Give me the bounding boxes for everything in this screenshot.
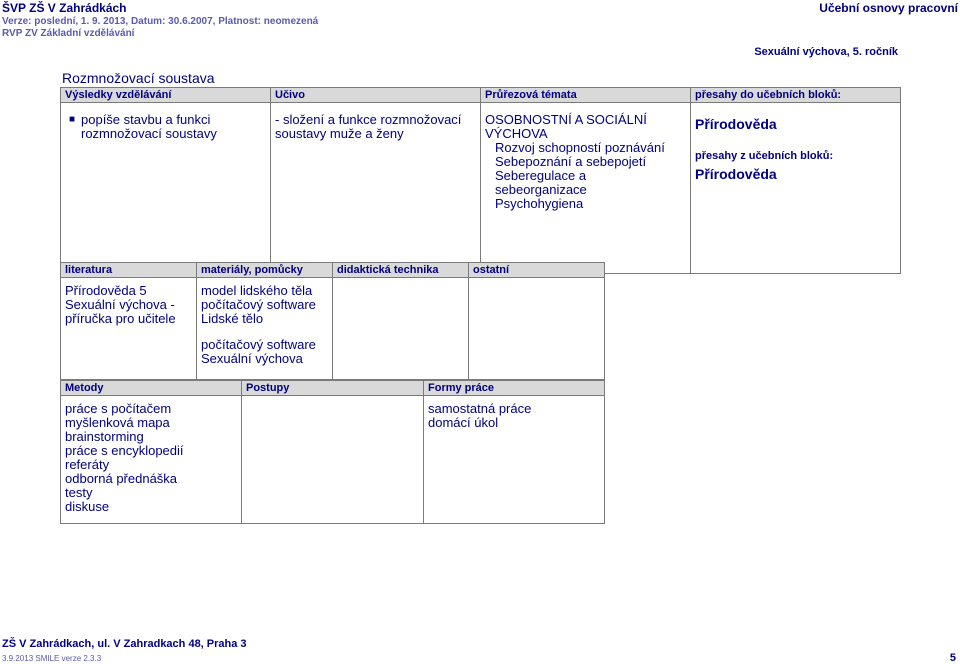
theme-item: Sebepoznání a sebepojetí <box>495 154 647 169</box>
theme-item: Psychohygiena <box>495 196 584 211</box>
materials-cell <box>197 278 333 380</box>
header-didactic: didaktická technika <box>333 263 469 278</box>
theme-main: OSOBNOSTNÍ A SOCIÁLNÍ VÝCHOVA <box>485 112 647 141</box>
link-from-subject: Přírodověda <box>695 166 777 182</box>
material-item: Sexuální výchova <box>201 351 303 366</box>
footer-version: 3.9.2013 SMILE verze 2.3.3 <box>2 654 102 663</box>
document-type: Učební osnovy pracovní <box>819 1 958 15</box>
school-name: ŠVP ZŠ V Zahrádkách <box>2 1 127 15</box>
theme-item: Rozvoj schopností poznávání <box>495 140 665 155</box>
header-outcomes: Výsledky vzdělávání <box>61 88 271 103</box>
outcomes-cell <box>61 103 271 274</box>
content-text: - složení a funkce rozmnožovací soustavy muže a ženy <box>275 112 462 141</box>
outcome-text: popíše stavbu a funkci rozmnožovací soustavy <box>81 112 217 141</box>
method-item: práce s počítačem <box>65 401 172 416</box>
literature-item: Přírodověda 5 <box>65 283 147 298</box>
header-methods: Metody <box>61 381 242 396</box>
material-item: Lidské tělo <box>201 311 264 326</box>
section-title: Sexuální výchova, 5. ročník <box>754 46 898 58</box>
method-item: odborná přednáška <box>65 471 178 486</box>
header-procedures: Postupy <box>242 381 424 396</box>
header-forms: Formy práce <box>424 381 605 396</box>
header-content: Učivo <box>271 88 481 103</box>
themes-cell <box>481 103 691 274</box>
literature-cell <box>61 278 197 380</box>
methods-cell <box>61 396 242 524</box>
material-item: počítačový software <box>201 297 316 312</box>
subject-title: Rozmnožovací soustava <box>62 70 215 86</box>
method-item: myšlenková mapa <box>65 415 170 430</box>
footer-address: ZŠ V Zahrádkach, ul. V Zahradkach 48, Praha 3 <box>2 638 247 650</box>
header-other: ostatní <box>469 263 605 278</box>
header-themes: Průřezová témata <box>481 88 691 103</box>
method-item: referáty <box>65 457 110 472</box>
form-item: domácí úkol <box>428 415 499 430</box>
forms-cell <box>424 396 605 524</box>
page-number: 5 <box>949 652 956 664</box>
material-item: model lidského těla <box>201 283 313 298</box>
link-to-subject: Přírodověda <box>695 116 777 132</box>
bullet-icon: ■ <box>69 114 76 125</box>
header-literature: literatura <box>61 263 197 278</box>
header-links: přesahy do učebních bloků: <box>691 88 901 103</box>
links-cell <box>691 103 901 274</box>
theme-item: Seberegulace a sebeorganizace <box>495 168 587 197</box>
version-line: Verze: poslední, 1. 9. 2013, Datum: 30.6.2007, Platnost: neomezená <box>2 16 319 27</box>
outcome-item <box>65 113 266 141</box>
form-item: samostatná práce <box>428 401 532 416</box>
method-item: diskuse <box>65 499 110 514</box>
content-cell <box>271 103 481 274</box>
rvp-line: RVP ZV Základní vzdělávání <box>2 28 135 39</box>
header-materials: materiály, pomůcky <box>197 263 333 278</box>
other-cell <box>469 278 605 380</box>
material-item: počítačový software <box>201 337 316 352</box>
curriculum-table <box>60 87 901 274</box>
methods-table <box>60 380 605 524</box>
method-item: práce s encyklopedií <box>65 443 184 458</box>
literature-item: Sexuální výchova - příručka pro učitele <box>65 297 176 326</box>
links-from-label: přesahy z učebních bloků: <box>695 150 834 162</box>
procedures-cell <box>242 396 424 524</box>
didactic-cell <box>333 278 469 380</box>
method-item: brainstorming <box>65 429 144 444</box>
method-item: testy <box>65 485 93 500</box>
resources-table <box>60 262 605 380</box>
